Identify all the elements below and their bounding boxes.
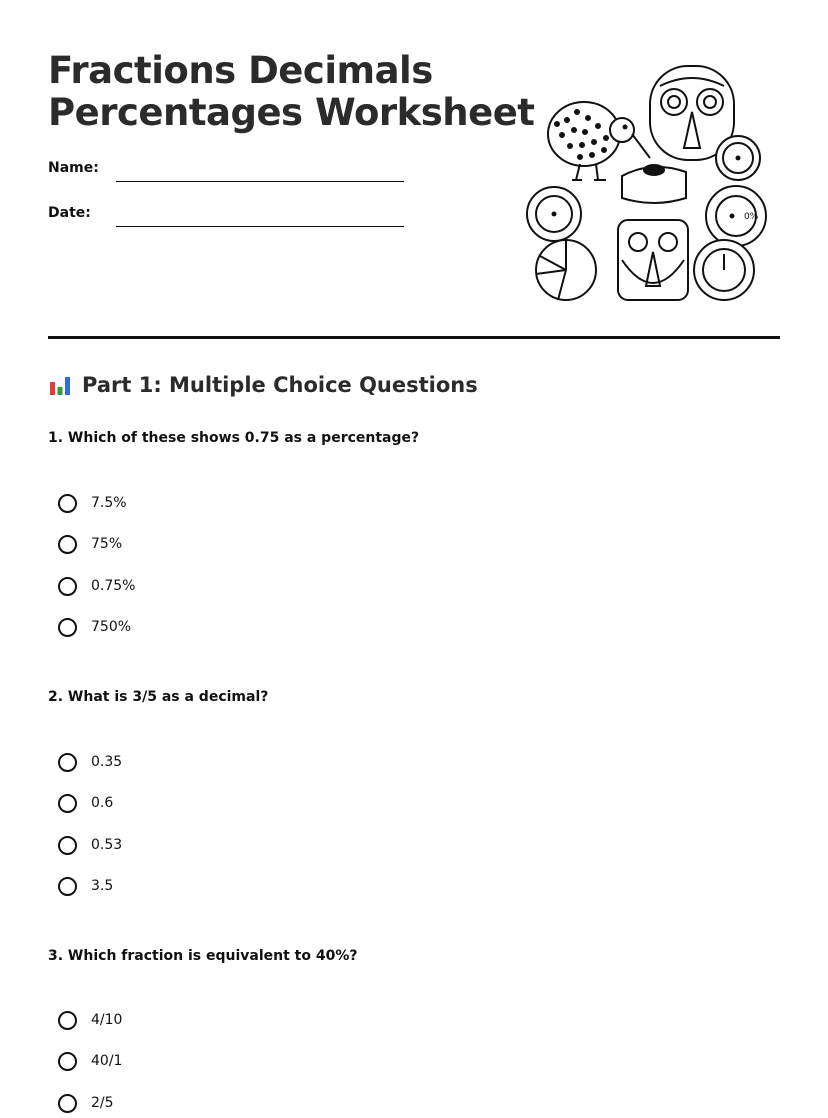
radio-button[interactable]	[58, 535, 77, 554]
question-3: 3. Which fraction is equivalent to 40%?	[48, 948, 358, 964]
option-q2-b[interactable]	[58, 791, 113, 815]
radio-button[interactable]	[58, 577, 77, 596]
option-label: 75%	[91, 536, 123, 552]
option-label: 750%	[91, 619, 132, 635]
clock-dial-icon	[694, 240, 754, 300]
radio-button[interactable]	[58, 618, 77, 637]
option-q1-d[interactable]	[58, 615, 131, 639]
kiwi-bird-icon	[548, 102, 650, 180]
radio-button[interactable]	[58, 1011, 77, 1030]
radio-button[interactable]	[58, 1052, 77, 1071]
clock-dial-icon	[716, 136, 760, 180]
option-q1-a[interactable]	[58, 491, 127, 515]
radio-button[interactable]	[58, 1094, 77, 1113]
option-label: 0.75%	[91, 578, 136, 594]
part-1-title: Part 1: Multiple Choice Questions	[82, 373, 478, 397]
radio-button[interactable]	[58, 753, 77, 772]
question-1: 1. Which of these shows 0.75 as a percentage?	[48, 430, 420, 446]
option-label: 2/5	[91, 1095, 114, 1111]
title-line-1: Fractions Decimals	[48, 49, 433, 92]
name-field[interactable]	[116, 181, 404, 182]
title-line-2: Percentages Worksheet	[48, 91, 535, 134]
option-label: 7.5%	[91, 495, 127, 511]
pie-chart-icon	[536, 240, 596, 300]
option-q3-b[interactable]	[58, 1049, 122, 1073]
option-label: 3.5	[91, 878, 114, 894]
cake-icon	[622, 165, 686, 203]
option-label: 0.6	[91, 795, 114, 811]
option-q2-d[interactable]	[58, 874, 113, 898]
radio-button[interactable]	[58, 836, 77, 855]
page-title	[48, 50, 534, 134]
option-q2-a[interactable]	[58, 750, 122, 774]
part-1-heading	[48, 373, 478, 397]
option-q1-c[interactable]	[58, 574, 135, 598]
maori-carving-icon	[618, 220, 688, 300]
date-field[interactable]	[116, 226, 404, 227]
option-label: 40/1	[91, 1053, 123, 1069]
option-q3-a[interactable]	[58, 1008, 122, 1032]
clock-dial-icon	[527, 187, 581, 241]
radio-button[interactable]	[58, 794, 77, 813]
date-label: Date:	[48, 205, 91, 221]
radio-button[interactable]	[58, 877, 77, 896]
question-2: 2. What is 3/5 as a decimal?	[48, 689, 269, 705]
option-q2-c[interactable]	[58, 833, 122, 857]
option-label: 0.53	[91, 837, 123, 853]
name-label: Name:	[48, 160, 99, 176]
radio-button[interactable]	[58, 494, 77, 513]
option-q1-b[interactable]	[58, 532, 122, 556]
option-label: 0.35	[91, 754, 123, 770]
bar-chart-icon	[48, 373, 72, 397]
option-q3-c[interactable]	[58, 1091, 114, 1115]
percent-dial-label: 0%	[744, 212, 759, 222]
section-divider	[48, 336, 780, 339]
option-label: 4/10	[91, 1012, 123, 1028]
worksheet-illustration	[522, 60, 772, 310]
